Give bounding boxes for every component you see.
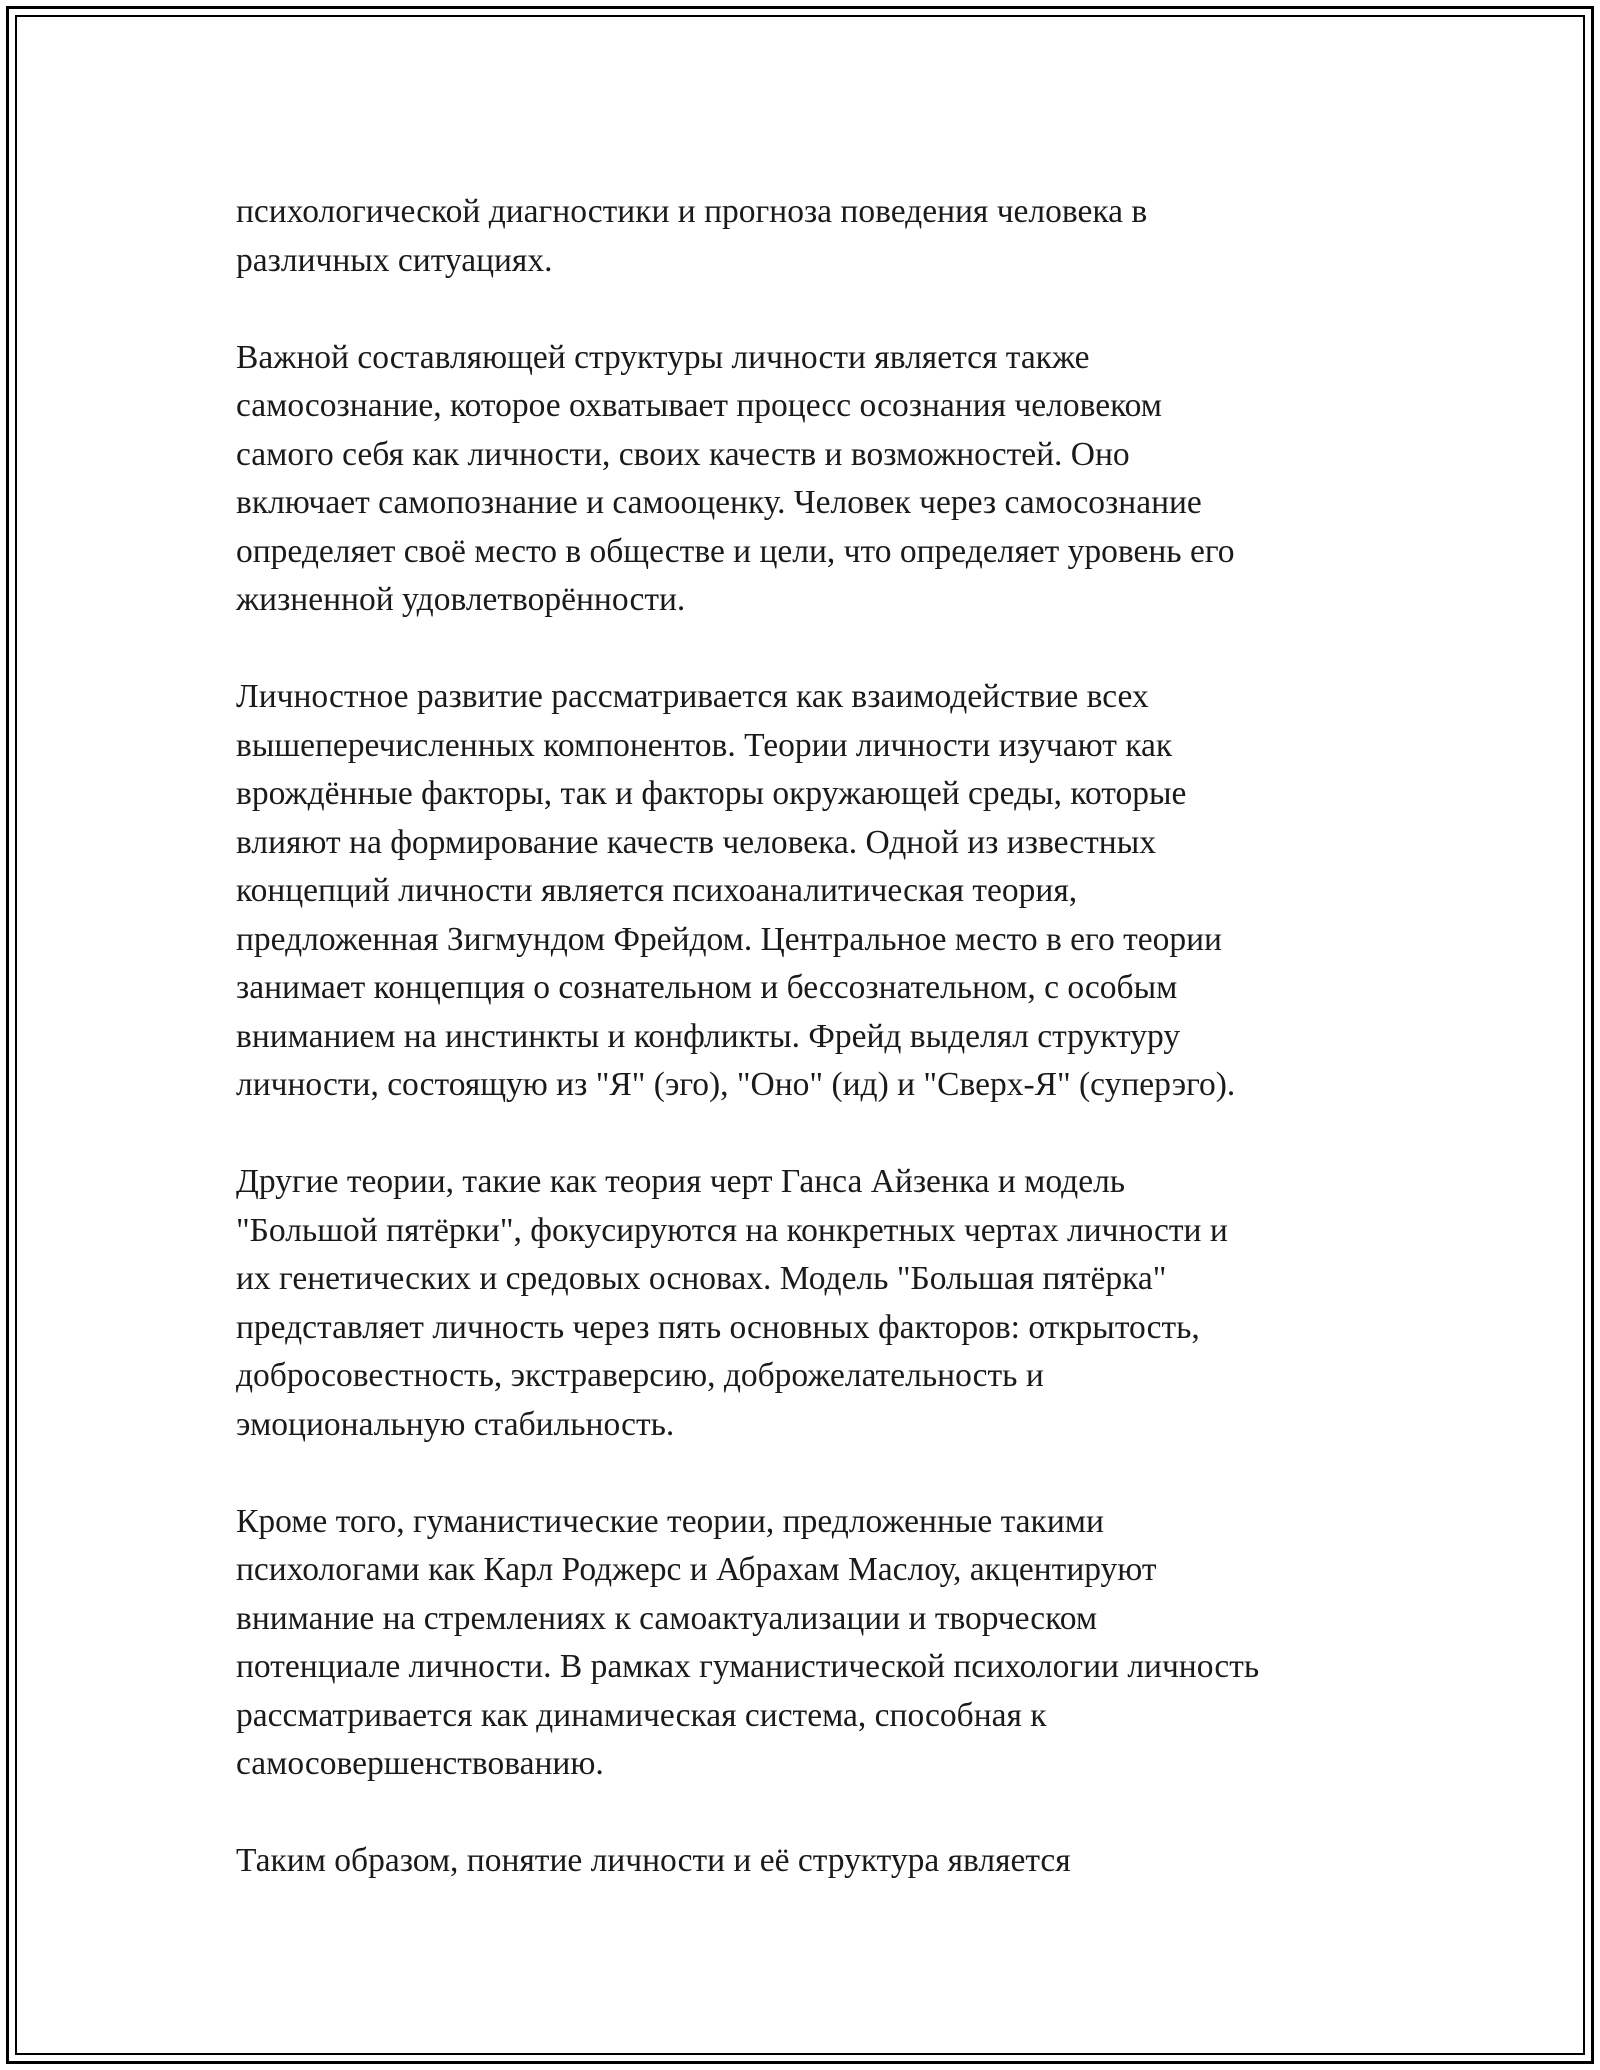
text-line: жизненной удовлетворённости.	[236, 581, 686, 618]
text-line: рассматривается как динамическая система, способная к	[236, 1696, 1047, 1734]
text-line: самосовершенствованию.	[236, 1745, 604, 1782]
text-line: Таким образом, понятие личности и её структура является	[236, 1842, 1071, 1879]
paragraph-humanistic-theories	[236, 1498, 1386, 1789]
paragraph-conclusion-start	[236, 1837, 1386, 1886]
text-line: влияют на формирование качеств человека. Одной из известных	[236, 823, 1156, 861]
text-line: вышеперечисленных компонентов. Теории личности изучают как	[236, 726, 1173, 764]
text-line: добросовестность, экстраверсию, доброжелательность и	[236, 1357, 1044, 1394]
text-line: самого себя как личности, своих качеств и возможностей. Оно	[236, 435, 1130, 473]
paragraph-diagnostics-continuation	[236, 188, 1386, 285]
text-line: включает самопознание и самооценку. Человек через самосознание	[236, 484, 1202, 521]
text-line: личности, состоящую из "Я" (эго), "Оно" (ид) и "Сверх-Я" (суперэго).	[236, 1066, 1236, 1103]
document-body	[236, 188, 1386, 1886]
text-line: самосознание, которое охватывает процесс осознания человеком	[236, 387, 1162, 424]
text-line: вниманием на инстинкты и конфликты. Фрейд выделял структуру	[236, 1017, 1181, 1055]
text-line: внимание на стремлениях к самоактуализации и творческом	[236, 1599, 1098, 1637]
text-line: потенциале личности. В рамках гуманистической психологии личность	[236, 1648, 1260, 1685]
text-line: врождённые факторы, так и факторы окружающей среды, которые	[236, 775, 1187, 812]
text-line: определяет своё место в обществе и цели, что определяет уровень его	[236, 532, 1235, 570]
text-line: занимает концепция о сознательном и бессознательном, с особым	[236, 969, 1178, 1006]
paragraph-trait-theories	[236, 1158, 1386, 1449]
text-line: представляет личность через пять основных факторов: открытость,	[236, 1308, 1200, 1346]
text-line: психологической диагностики и прогноза поведения человека в	[236, 193, 1148, 230]
text-line: Другие теории, такие как теория черт Ганса Айзенка и модель	[236, 1163, 1126, 1200]
text-line: Кроме того, гуманистические теории, предложенные такими	[236, 1502, 1104, 1540]
text-line: эмоциональную стабильность.	[236, 1405, 675, 1443]
text-line: концепций личности является психоаналитическая теория,	[236, 872, 1078, 909]
paragraph-self-awareness	[236, 334, 1386, 625]
text-line: различных ситуациях.	[236, 241, 553, 279]
text-line: предложенная Зигмундом Фрейдом. Центральное место в его теории	[236, 920, 1222, 958]
text-line: "Большой пятёрки", фокусируются на конкретных чертах личности и	[236, 1211, 1228, 1249]
text-line: их генетических и средовых основах. Модель "Большая пятёрка"	[236, 1260, 1167, 1297]
paragraph-personality-development	[236, 673, 1386, 1110]
text-line: Личностное развитие рассматривается как взаимодействие всех	[236, 678, 1149, 715]
text-line: психологами как Карл Роджерс и Абрахам Маслоу, акцентируют	[236, 1551, 1157, 1588]
text-line: Важной составляющей структуры личности является также	[236, 338, 1090, 376]
